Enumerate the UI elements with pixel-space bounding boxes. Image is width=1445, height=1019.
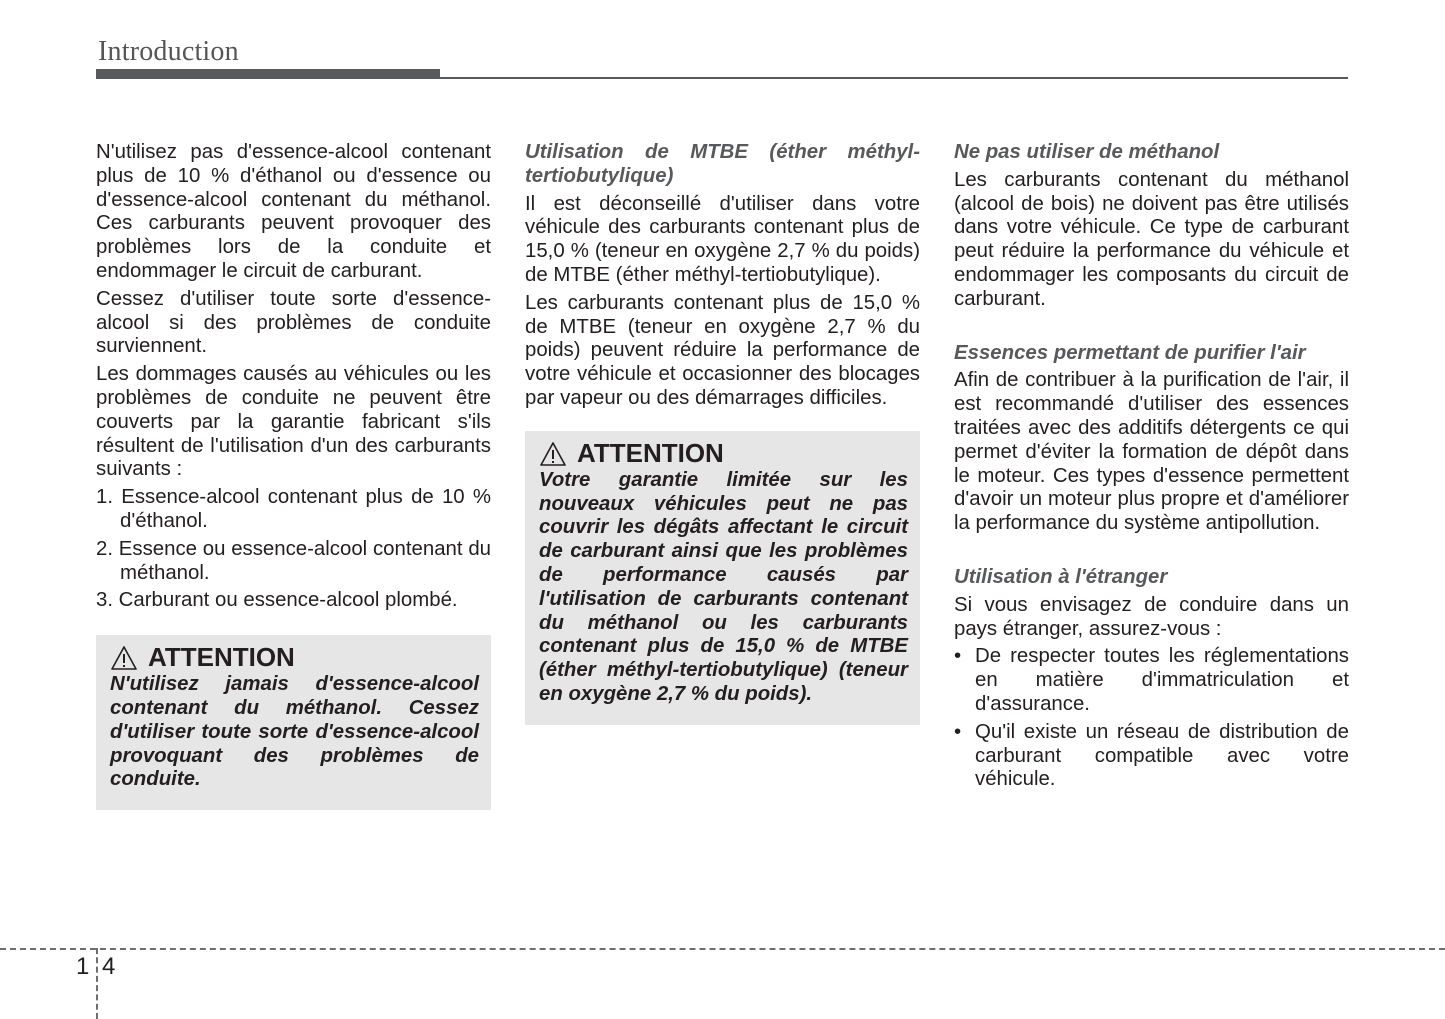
list-item-text: Qu'il existe un réseau de distribution de carburant compatible avec votre véhicule. bbox=[975, 720, 1349, 791]
attention-box bbox=[525, 431, 920, 725]
attention-title: ATTENTION bbox=[577, 437, 724, 468]
chapter-number: 1 bbox=[76, 953, 90, 980]
header-rule-thick bbox=[96, 69, 440, 79]
warning-triangle-icon bbox=[110, 645, 138, 671]
section-heading: Essences permettant de purifier l'air bbox=[954, 341, 1306, 364]
paragraph: Les dommages causés au véhicules ou les problèmes de conduite ne peuvent être couverts par la garantie fabricant s'ils résultent de l'utilisation d'un des carburants suivants : bbox=[96, 363, 491, 481]
list-item bbox=[954, 645, 1349, 716]
column-2 bbox=[525, 141, 920, 725]
header-rule-thin bbox=[440, 77, 1348, 79]
paragraph: Il est déconseillé d'utiliser dans votre véhicule des carburants contenant plus de 15,0 % (teneur en oxygène 2,7 % du poids) de MTBE (éther méthyl-tertiobutylique). bbox=[525, 192, 920, 286]
bullet-list bbox=[954, 645, 1349, 792]
numbered-list bbox=[96, 486, 491, 613]
paragraph: Les carburants contenant du méthanol (alcool de bois) ne doivent pas être utilisés dans votre véhicule. Ce type de carburant peut réduire la performance du véhicule et endommager les composants du circuit de carburant. bbox=[954, 168, 1349, 310]
attention-text: N'utilisez jamais d'essence-alcool contenant du méthanol. Cessez d'utiliser toute sorte d'essence-alcool provoquant des problèmes de conduite. bbox=[110, 673, 479, 791]
page-title: Introduction bbox=[98, 36, 239, 67]
list-item bbox=[954, 721, 1349, 792]
bullet-icon: • bbox=[954, 645, 962, 668]
paragraph: Si vous envisagez de conduire dans un pays étranger, assurez-vous : bbox=[954, 593, 1349, 640]
warning-triangle-icon bbox=[539, 441, 567, 467]
page-number: 4 bbox=[102, 953, 116, 980]
bullet-icon: • bbox=[954, 720, 962, 743]
section-heading: Utilisation de MTBE (éther méthyl-tertiobutylique) bbox=[525, 141, 920, 187]
attention-text: Votre garantie limitée sur les nouveaux véhicules peut ne pas couvrir les dégâts affectant le circuit de carburant ainsi que les problèmes de performance causés par l'utilisation de carburants contenant du méthanol ou les carburants contenant plus de 15,0 % de MTBE (éther méthyl-tertiobutylique) (teneur en oxygène 2,7 % du poids). bbox=[539, 468, 908, 705]
attention-header bbox=[110, 642, 479, 673]
list-item: 3. Carburant ou essence-alcool plombé. bbox=[96, 589, 458, 612]
attention-box bbox=[96, 635, 491, 810]
paragraph: Les carburants contenant plus de 15,0 % de MTBE (teneur en oxygène 2,7 % du poids) peuvent réduire la performance de votre véhicule et occasionner des blocages par vapeur ou des démarrages difficiles. bbox=[525, 291, 920, 409]
list-item: 1. Essence-alcool contenant plus de 10 % d'éthanol. bbox=[96, 486, 491, 532]
list-item: 2. Essence ou essence-alcool contenant du méthanol. bbox=[96, 537, 491, 584]
paragraph: Cessez d'utiliser toute sorte d'essence-alcool si des problèmes de conduite surviennent. bbox=[96, 287, 491, 358]
section-heading: Ne pas utiliser de méthanol bbox=[954, 141, 1220, 163]
footer-dashed-rule bbox=[0, 948, 1445, 950]
column-3 bbox=[954, 141, 1349, 796]
section-heading: Utilisation à l'étranger bbox=[954, 565, 1168, 588]
column-1 bbox=[96, 141, 491, 810]
attention-title: ATTENTION bbox=[148, 642, 295, 673]
footer-dashed-divider bbox=[96, 948, 98, 1019]
paragraph: N'utilisez pas d'essence-alcool contenant plus de 10 % d'éthanol ou d'essence ou d'essence-alcool contenant du méthanol. Ces carburants peuvent provoquer des problèmes lors de la conduite et endommager le circuit de carburant. bbox=[96, 141, 491, 282]
list-item-text: De respecter toutes les réglementations en matière d'immatriculation et d'assurance. bbox=[975, 645, 1349, 715]
paragraph: Afin de contribuer à la purification de l'air, il est recommandé d'utiliser des essences traitées avec des additifs détergents ce qui permet d'éviter la formation de dépôt dans le moteur. Ces types d'essence permettent d'avoir un moteur plus propre et d'améliorer la performance du système antipollution. bbox=[954, 369, 1349, 535]
attention-header bbox=[539, 437, 908, 468]
